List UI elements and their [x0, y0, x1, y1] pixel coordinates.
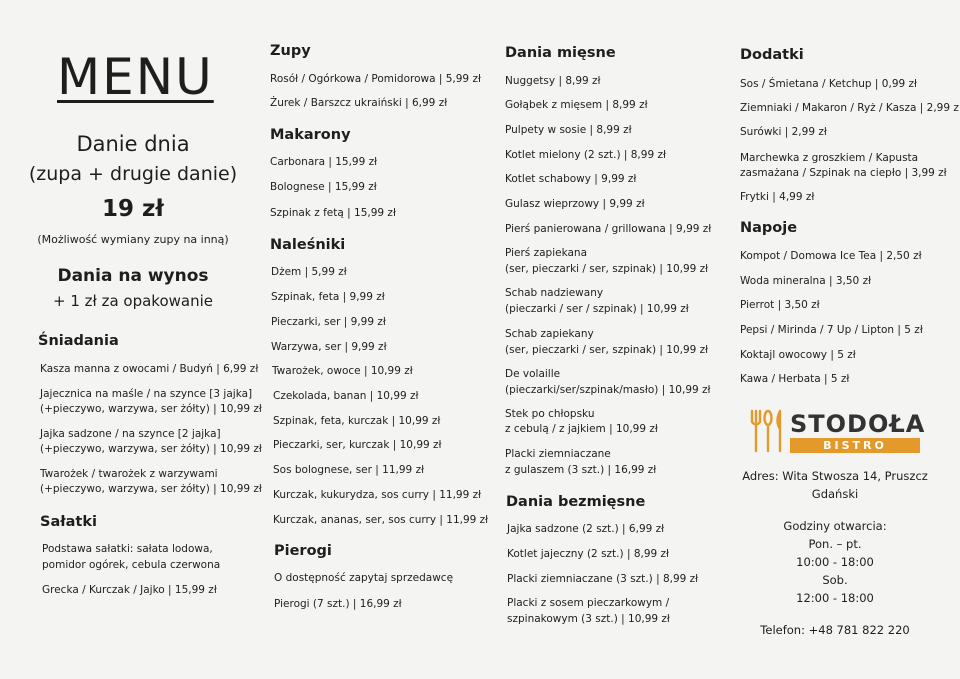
menu-item: Rosół / Ogórkowa / Pomidorowa | 5,99 zł — [270, 73, 481, 85]
section-heading-nalesniki: Naleśniki — [270, 237, 346, 253]
menu-item: Szpinak, feta | 9,99 zł — [271, 291, 385, 303]
menu-item: Twarożek, owoce | 10,99 zł — [272, 365, 413, 377]
menu-item: Pieczarki, ser, kurczak | 10,99 zł — [273, 439, 442, 451]
section-heading-zupy: Zupy — [270, 43, 311, 59]
hours-time-1: 10:00 - 18:00 — [796, 555, 874, 569]
menu-item: Koktajl owocowy | 5 zł — [740, 349, 856, 361]
menu-item: O dostępność zapytaj sprzedawcę — [274, 572, 454, 584]
menu-item: (+pieczywo, warzywa, ser żółty) | 10,99 zł — [40, 483, 262, 495]
menu-item: Pieczarki, ser | 9,99 zł — [271, 316, 386, 328]
menu-item: Kawa / Herbata | 5 zł — [740, 373, 850, 385]
menu-item: Kotlet jajeczny (2 szt.) | 8,99 zł — [507, 548, 670, 560]
menu-item: Jajka sadzone / na szynce [2 jajka] — [40, 428, 221, 440]
menu-item: (pieczarki/ser/szpinak/masło) | 10,99 zł — [505, 384, 711, 396]
menu-item: Kotlet mielony (2 szt.) | 8,99 zł — [505, 149, 666, 161]
menu-item: Schab nadziewany — [505, 287, 604, 299]
phone: Telefon: +48 781 822 220 — [760, 623, 910, 637]
daily-heading: Danie dnia — [76, 132, 190, 156]
section-heading-pierogi: Pierogi — [274, 543, 332, 559]
menu-item: Surówki | 2,99 zł — [740, 126, 827, 138]
menu-item: Żurek / Barszcz ukraiński | 6,99 zł — [270, 97, 448, 109]
menu-item: Kurczak, ananas, ser, sos curry | 11,99 zł — [273, 514, 489, 526]
menu-item: Kurczak, kukurydza, sos curry | 11,99 zł — [273, 489, 482, 501]
section-heading-sniadania: Śniadania — [38, 333, 119, 349]
menu-item: (ser, pieczarki / ser, szpinak) | 10,99 zł — [505, 344, 709, 356]
menu-item: Marchewka z groszkiem / Kapusta — [740, 152, 919, 164]
menu-item: Szpinak z fetą | 15,99 zł — [270, 207, 396, 219]
menu-item: Pierrot | 3,50 zł — [740, 299, 820, 311]
hours-days-2: Sob. — [822, 573, 848, 587]
menu-item: z cebulą / z jajkiem | 10,99 zł — [505, 423, 658, 435]
menu-item: Dżem | 5,99 zł — [271, 266, 347, 278]
menu-item: Pierś zapiekana — [505, 247, 588, 259]
menu-item: Frytki | 4,99 zł — [740, 191, 815, 203]
menu-item: Stek po chłopsku — [505, 408, 595, 420]
section-heading-napoje: Napoje — [740, 220, 798, 236]
menu-item: Sos bolognese, ser | 11,99 zł — [273, 464, 425, 476]
daily-price: 19 zł — [102, 196, 164, 222]
menu-item: (+pieczywo, warzywa, ser żółty) | 10,99 zł — [40, 443, 262, 455]
menu-item: szpinakowym (3 szt.) | 10,99 zł — [507, 613, 670, 625]
address-line-1: Adres: Wita Stwosza 14, Pruszcz — [742, 469, 928, 483]
menu-item: Twarożek / twarożek z warzywami — [40, 468, 218, 480]
section-heading-bezmiesne: Dania bezmięsne — [506, 494, 646, 510]
menu-item: pomidor ogórek, cebula czerwona — [42, 559, 221, 571]
menu-item: Grecka / Kurczak / Jajko | 15,99 zł — [42, 584, 217, 596]
menu-item: z gulaszem (3 szt.) | 16,99 zł — [505, 464, 657, 476]
menu-item: Gulasz wieprzowy | 9,99 zł — [505, 198, 645, 210]
daily-subheading: (zupa + drugie danie) — [28, 163, 238, 185]
menu-item: Kompot / Domowa Ice Tea | 2,50 zł — [740, 250, 922, 262]
menu-item: Kasza manna z owocami / Budyń | 6,99 zł — [40, 363, 259, 375]
cutlery-icon — [748, 408, 788, 454]
menu-item: Szpinak, feta, kurczak | 10,99 zł — [273, 415, 441, 427]
menu-item: Placki ziemniaczane — [505, 448, 611, 460]
menu-item: Pierogi (7 szt.) | 16,99 zł — [274, 598, 402, 610]
hours-time-2: 12:00 - 18:00 — [796, 591, 874, 605]
menu-item: Warzywa, ser | 9,99 zł — [271, 341, 387, 353]
bistro-logo — [748, 408, 928, 456]
logo-name: STODOŁA — [790, 410, 926, 438]
menu-item: Jajecznica na maśle / na szynce [3 jajka] — [40, 388, 253, 400]
menu-item: (pieczarki / ser / szpinak) | 10,99 zł — [505, 303, 689, 315]
hours-days-1: Pon. – pt. — [808, 537, 862, 551]
menu-item: (ser, pieczarki / ser, szpinak) | 10,99 zł — [505, 263, 709, 275]
menu-item: zasmażana / Szpinak na ciepło | 3,99 zł — [740, 167, 947, 179]
takeaway-heading: Dania na wynos — [57, 266, 209, 286]
logo-sub: BISTRO — [790, 438, 920, 453]
menu-item: Pulpety w sosie | 8,99 zł — [505, 124, 632, 136]
menu-item: De volaille — [505, 368, 561, 380]
menu-item: Gołąbek z mięsem | 8,99 zł — [505, 99, 648, 111]
menu-item: Podstawa sałatki: sałata lodowa, — [42, 543, 213, 555]
menu-item: Bolognese | 15,99 zł — [270, 181, 377, 193]
menu-item: (+pieczywo, warzywa, ser żółty) | 10,99 zł — [40, 403, 262, 415]
menu-item: Placki z sosem pieczarkowym / — [507, 597, 670, 609]
takeaway-note: + 1 zł za opakowanie — [53, 292, 213, 310]
menu-item: Ziemniaki / Makaron / Ryż / Kasza | 2,99 z — [740, 102, 959, 114]
section-heading-dodatki: Dodatki — [740, 47, 804, 63]
menu-item: Sos / Śmietana / Ketchup | 0,99 zł — [740, 78, 918, 90]
menu-item: Nuggetsy | 8,99 zł — [505, 75, 601, 87]
menu-title: MENU — [57, 48, 214, 106]
address-line-2: Gdański — [811, 487, 859, 501]
menu-item: Czekolada, banan | 10,99 zł — [273, 390, 419, 402]
section-heading-miesne: Dania mięsne — [505, 45, 616, 61]
menu-item: Woda mineralna | 3,50 zł — [740, 275, 872, 287]
daily-note: (Możliwość wymiany zupy na inną) — [37, 233, 229, 246]
menu-item: Pepsi / Mirinda / 7 Up / Lipton | 5 zł — [740, 324, 923, 336]
section-heading-makarony: Makarony — [270, 127, 351, 143]
menu-item: Kotlet schabowy | 9,99 zł — [505, 173, 637, 185]
menu-item: Placki ziemniaczane (3 szt.) | 8,99 zł — [507, 573, 699, 585]
menu-item: Jajka sadzone (2 szt.) | 6,99 zł — [507, 523, 665, 535]
hours-heading: Godziny otwarcia: — [783, 519, 887, 533]
menu-item: Pierś panierowana / grillowana | 9,99 zł — [505, 223, 712, 235]
menu-item: Schab zapiekany — [505, 328, 594, 340]
section-heading-salatki: Sałatki — [40, 514, 97, 530]
menu-item: Carbonara | 15,99 zł — [270, 156, 378, 168]
